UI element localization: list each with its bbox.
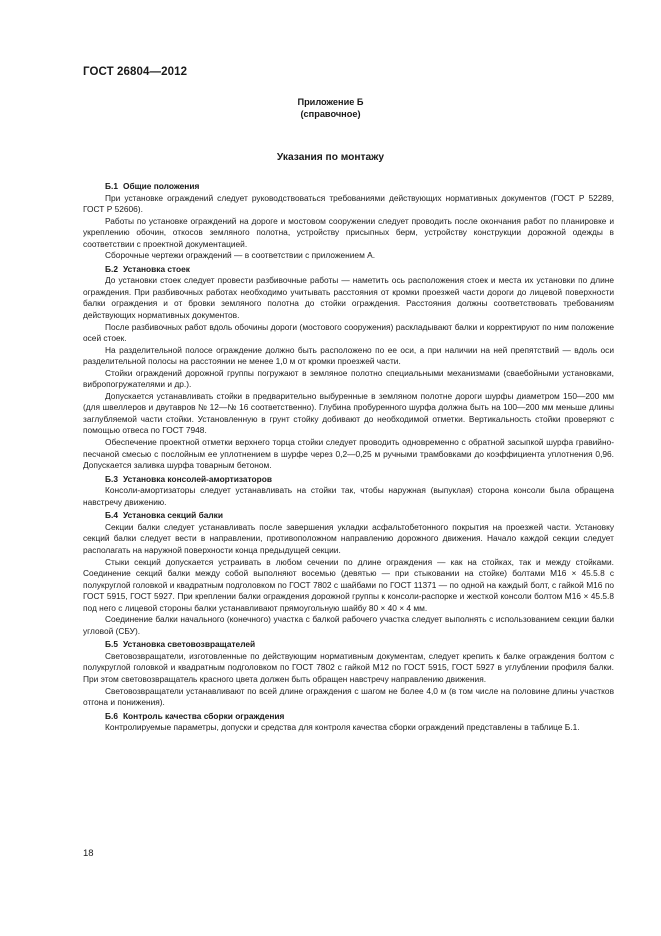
section-heading: Б.2 Установка стоек	[105, 263, 190, 274]
paragraph: Стойки ограждений дорожной группы погружают в земляное полотно специальными механизмами (сваебойными установками, вибропогружателями и др.).	[83, 367, 614, 390]
paragraph: До установки стоек следует провести разбивочные работы — наметить ось расположения стоек и места их установки по длине ограждения. При разбивочных работах необходимо учитывать расстояния от кромки проезжей части дороги до лицевой поверхности балки ограждения и от бровки земляного полотна до стойки ограждения. Расстояния должны соответствовать требованиям действующих нормативных документов.	[83, 275, 614, 321]
appendix-title: Приложение Б	[297, 97, 364, 107]
document-body	[83, 181, 614, 734]
paragraph: Световозвращатели, изготовленные по действующим нормативным документам, следует крепить к балке ограждения болтом с полукруглой головкой и квадратным подголовком по ГОСТ 7802 с гайкой М12 по ГОСТ 5915, ГОСТ 5927 в углублении профиля балки. При этом световозвращатель красного цвета должен быть обращен навстречу направлению движения.	[83, 650, 614, 684]
section-heading: Б.1 Общие положения	[105, 181, 200, 191]
section-heading: Б.5 Установка световозвращателей	[105, 639, 256, 650]
paragraph: Работы по установке ограждений на дороге и мостовом сооружении следует проводить после окончания работ по планировке и укреплению обочин, откосов земляного полотна, устройству присыпных берм, устройству конструкции дорожной одежды в соответствии с проектной документацией.	[83, 215, 614, 249]
paragraph: Световозвращатели устанавливают по всей длине ограждения с шагом не более 4,0 м (в том числе на половине длины участков отгона и понижения).	[83, 685, 614, 708]
paragraph: Сборочные чертежи ограждений — в соответствии с приложением А.	[105, 250, 376, 261]
appendix-subtitle: (справочное)	[300, 109, 361, 119]
section-heading: Б.6 Контроль качества сборки ограждения	[105, 710, 285, 721]
paragraph: На разделительной полосе ограждение должно быть расположено по ее оси, а при наличии на ней препятствий — вдоль оси разделительной полосы на расстоянии не менее 1,0 м от кромки проезжей части.	[83, 344, 614, 367]
paragraph: Секции балки следует устанавливать после завершения укладки асфальтобетонного покрытия на проезжей части. Установку секций балки следует вести в направлении, противоположном направлению дорожного движения. Начало каждой секции следует располагать на наружной поверхности конца предыдущей секции.	[83, 521, 614, 555]
document-header: ГОСТ 26804—2012	[83, 66, 188, 78]
paragraph: Соединение балки начального (конечного) участка с балкой рабочего участка следует выполнять с использованием секции балки угловой (СБУ).	[83, 614, 614, 636]
paragraph: Обеспечение проектной отметки верхнего торца стойки следует проводить одновременно с обратной засыпкой шурфа гравийно-песчаной смесью с послойным ее уплотнением в шурфе через 0,2—0,25 м ручными трамбовками до коэффициента уплотнения 0,96. Допускается заливка шурфа товарным бетоном.	[83, 437, 614, 471]
section-heading: Б.3 Установка консолей-амортизаторов	[105, 473, 272, 484]
paragraph: После разбивочных работ вдоль обочины дороги (мостового сооружения) раскладывают балки и корректируют по ним положение осей стоек.	[83, 321, 614, 344]
paragraph: Консоли-амортизаторы следует устанавливать на стойки так, чтобы наружная (выпуклая) сторона консоли была обращена навстречу движению.	[83, 485, 614, 507]
paragraph: Контролируемые параметры, допуски и средства для контроля качества сборки ограждений представлены в таблице Б.1.	[105, 722, 580, 733]
paragraph: Допускается устанавливать стойки в предварительно выбуренные в земляном полотне дороги шурфы диаметром 150—200 мм (для швеллеров и двутавров № 12—№ 16 соответственно). Глубина пробуренного шурфа должна быть на 100—200 мм меньше длины заглубляемой части стойки. Установленную в грунт стойку добивают до необходимой отметки. Вертикальность стойки проверяют с помощью отвеса по ГОСТ 7948.	[83, 390, 614, 436]
section-heading: Б.4 Установка секций балки	[105, 510, 223, 521]
page-number: 18	[83, 848, 94, 859]
page-title: Указания по монтажу	[276, 152, 385, 163]
paragraph: Стыки секций допускается устраивать в любом сечении по длине ограждения — как на стойках, так и между стойками. Соединение секций балки между собой выполняют восемью (девятью — при стыковании на стойке) болтами М16 × 45.5.8 с полукруглой головкой и квадратным подголовком по ГОСТ 7802 с шайбами по ГОСТ 11371 — по одной на каждый болт, с гайкой М16 по ГОСТ 5915, ГОСТ 5927. При креплении балки ограждения дорожной группы к консоли-распорке и жесткой консоли болтом М16 × 45.5.8 под него с лицевой стороны балки устанавливают прямоугольную шайбу 80 × 40 × 4 мм.	[83, 556, 614, 613]
paragraph: При установке ограждений следует руководствоваться требованиями действующих нормативных документов (ГОСТ Р 52289, ГОСТ Р 52606).	[83, 192, 614, 215]
